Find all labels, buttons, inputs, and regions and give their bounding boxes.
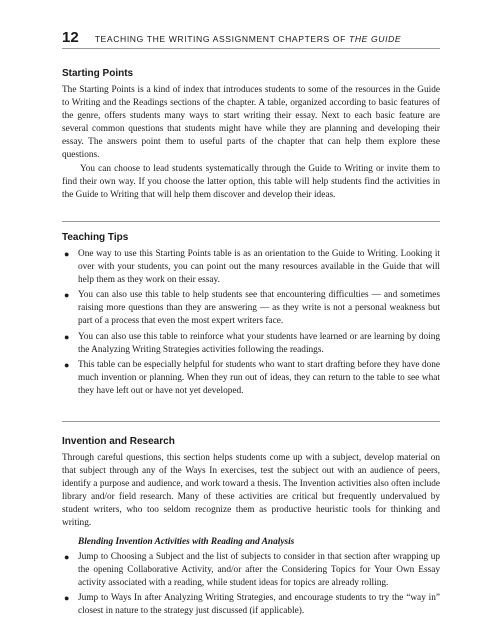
bullet-icon: ● xyxy=(64,249,70,259)
section-divider xyxy=(62,421,440,422)
list-item xyxy=(62,551,440,590)
list-item xyxy=(62,359,440,398)
running-head-text: TEACHING THE WRITING ASSIGNMENT CHAPTERS OF xyxy=(94,34,347,44)
list-item-text: One way to use this Starting Points table is as an orientation to the Guide to Writing. Looking it over with your students, you can point out the many resources available in the Guide that will help them as they work on their essay. xyxy=(78,249,440,286)
list-item xyxy=(62,248,440,287)
list-item-text: Jump to Ways In after Analyzing Writing Strategies, and encourage students to try the “way in” closest in nature to the strategy just discussed (if applicable). xyxy=(78,592,440,616)
paragraph: Through careful questions, this section helps students come up with a subject, develop material on that subject through any of the Ways In exercises, test the subject out with an audience of peers, identify a purpose and audience, and work toward a thesis. The Invention activities also often include library and/or field research. Many of these activities are critical but frequently undervalued by student writers, who too seldom recognize them as productive heuristic tools for thinking and writing. xyxy=(62,453,440,529)
running-head xyxy=(95,34,402,44)
page-number: 12 xyxy=(62,29,79,46)
invention-list xyxy=(62,551,440,618)
paragraph: You can choose to lead students systematically through the Guide to Writing or invite them to find their own way. If you choose the latter option, this table will help students find the activities in the Guide to Writing that will help them discover and develop their ideas. xyxy=(62,163,440,200)
list-item-text: You can also use this table to help students see that encountering difficulties — and sometimes raising more questions than they are answering — as they write is not a personal weakness but part of a process that even the most expert writers face. xyxy=(78,290,440,327)
section-teaching-tips xyxy=(62,232,440,400)
list-item-text: Jump to Choosing a Subject and the list of subjects to consider in that section after wrapping up the opening Collaborative Activity, and/or after the Considering Topics for Your Own Essay activity associated with a reading, while student ideas for topics are already rolling. xyxy=(78,551,440,588)
bullet-icon: ● xyxy=(64,551,70,562)
header-rule xyxy=(62,48,440,49)
section-heading: Starting Points xyxy=(62,68,134,79)
running-head-italic: THE GUIDE xyxy=(349,34,402,44)
subheading: Blending Invention Activities with Reading and Analysis xyxy=(78,536,295,547)
bullet-icon: ● xyxy=(64,359,70,370)
paragraph: The Starting Points is a kind of index that introduces students to some of the resources in the Guide to Writing and the Readings sections of the chapter. A table, organized according to basic features of the genre, offers students many ways to start writing their essay. Next to each basic feature are several common questions that students might have while they are planning and developing their essay. The answers point them to useful parts of the chapter that can help them explore these questions. xyxy=(62,85,440,161)
list-item xyxy=(62,289,440,328)
section-heading: Teaching Tips xyxy=(62,232,129,243)
section-divider xyxy=(62,221,440,222)
list-item-text: You can also use this table to reinforce what your students have learned or are learning by doing the Analyzing Writing Strategies activities following the readings. xyxy=(78,331,440,355)
list-item xyxy=(62,592,440,618)
running-header xyxy=(62,29,440,46)
section-heading: Invention and Research xyxy=(62,436,175,447)
bullet-icon: ● xyxy=(64,290,70,301)
bullet-icon: ● xyxy=(64,331,70,342)
list-item xyxy=(62,331,440,357)
bullet-icon: ● xyxy=(64,592,70,603)
list-item-text: This table can be especially helpful for students who want to start drafting before they have done much invention or planning. When they run out of ideas, they can return to the table to see what they have left out or have not yet developed. xyxy=(78,359,440,396)
section-starting-points xyxy=(62,68,440,202)
tips-list xyxy=(62,248,440,398)
section-invention xyxy=(62,436,440,620)
